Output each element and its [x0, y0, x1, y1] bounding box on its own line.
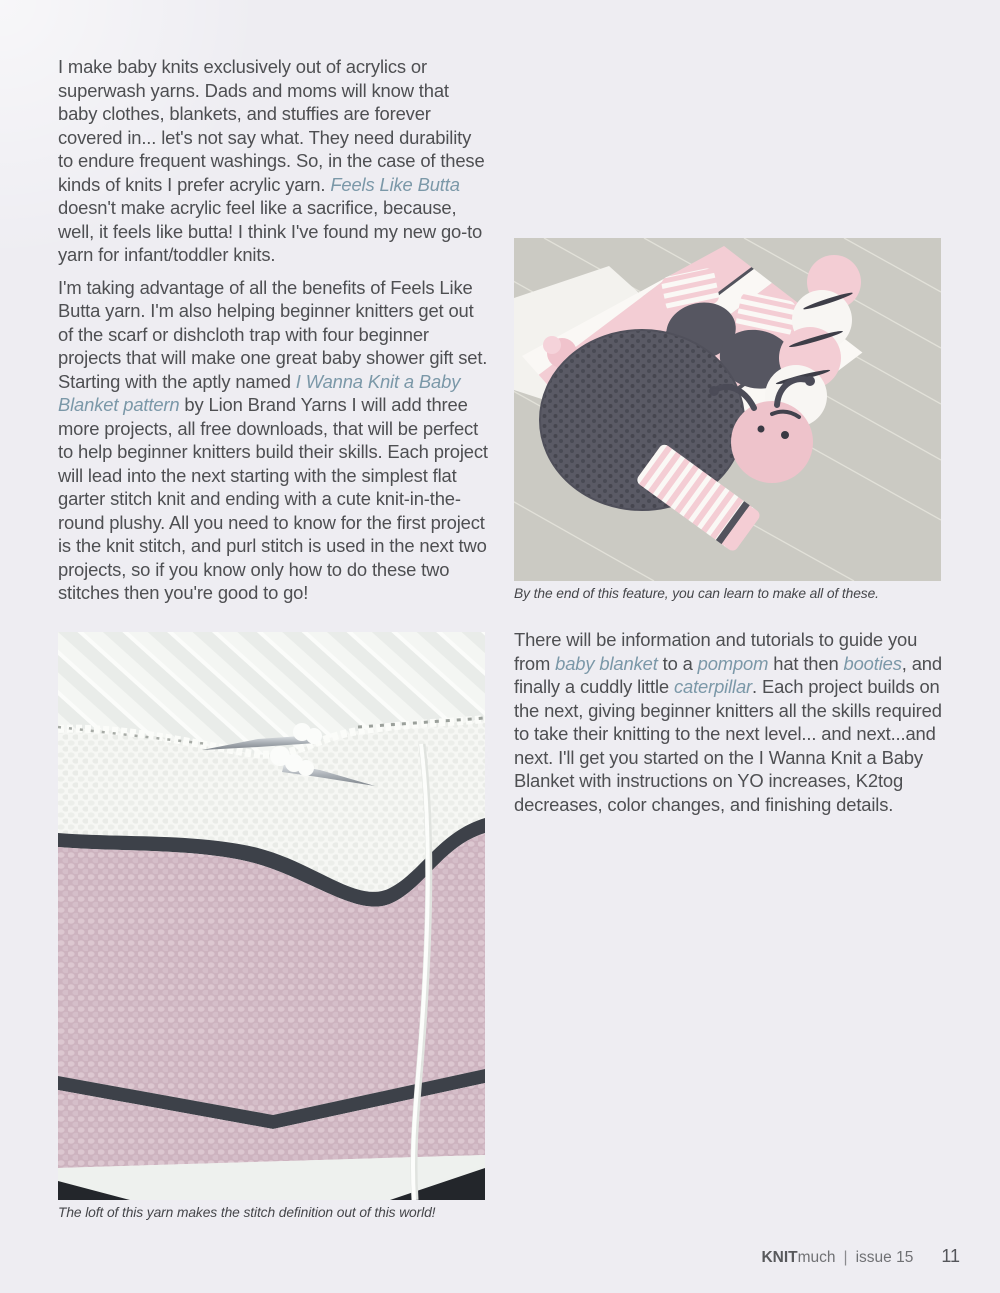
text-segment: doesn't make acrylic feel like a sacrifice, because, well, it feels like butta! I think I've found my new go-to yarn for infant/toddler knits. [58, 197, 483, 265]
text-segment: There will be information and tutorials to guide you from [514, 629, 918, 674]
brand-knit: KNIT [761, 1249, 798, 1266]
photo-blanket-knitting-closeup [58, 632, 485, 1200]
magazine-brand [761, 1249, 835, 1267]
text-segment: . Each project builds on the next, giving beginner knitters all the skills required to take their knitting to the next level... and next...and next. I'll get you started on the I Wanna Knit a Baby Blanket with instructions on YO increases, K2tog decreases, color changes, and finishing details. [514, 676, 942, 815]
text-segment: to a [657, 652, 698, 674]
photo-baby-knit-set [514, 238, 941, 581]
paragraph-acrylic-yarn [58, 55, 488, 267]
brand-much: much [797, 1249, 836, 1266]
gift-set-caption: By the end of this feature, you can learn to make all of these. [514, 586, 879, 601]
inline-link[interactable]: booties [843, 652, 902, 674]
right-text-column [514, 628, 950, 825]
page-number: 11 [941, 1246, 960, 1266]
text-segment: by Lion Brand Yarns I will add three more projects, all free downloads, that will be perfect to help beginner knitters build their skills. Each project will lead into the next starting with the simplest flat garter stitch knit and ending with a cute knit-in-the-round plushy. All you need to know for the first project is the knit stitch, and purl stitch is used in the next two projects, so if you know only how to do these two stitches then you're good to go! [58, 394, 488, 603]
text-segment: , and finally a cuddly little [514, 652, 942, 697]
figure-gift-set [514, 238, 941, 601]
issue-label: issue 15 [855, 1249, 914, 1266]
inline-link[interactable]: pompom [697, 652, 769, 674]
inline-link[interactable]: Feels Like Butta [330, 173, 460, 195]
text-segment: I'm taking advantage of all the benefits of Feels Like Butta yarn. I'm also helping beginner knitters get out of the scarf or dishcloth trap with four beginner projects that will make one great baby shower gift set. Starting with the aptly named [58, 276, 488, 392]
inline-link[interactable]: baby blanket [555, 652, 658, 674]
closeup-caption: The loft of this yarn makes the stitch definition out of this world! [58, 1205, 436, 1220]
paragraph-tutorials [514, 628, 950, 816]
left-text-column [58, 55, 488, 614]
inline-link[interactable]: I Wanna Knit a Baby Blanket pattern [58, 370, 461, 415]
figure-stitch-closeup [58, 632, 485, 1220]
footer-separator: | [843, 1249, 848, 1266]
text-segment: I make baby knits exclusively out of acrylics or superwash yarns. Dads and moms will know that baby clothes, blankets, and stuffies are forever covered in... let's not say what. They need durability to endure frequent washings. So, in the case of these kinds of knits I prefer acrylic yarn. [58, 56, 485, 195]
page-footer [0, 1246, 960, 1267]
text-segment: hat then [768, 652, 844, 674]
inline-link[interactable]: caterpillar [673, 676, 753, 697]
paragraph-beginner-projects [58, 276, 488, 605]
